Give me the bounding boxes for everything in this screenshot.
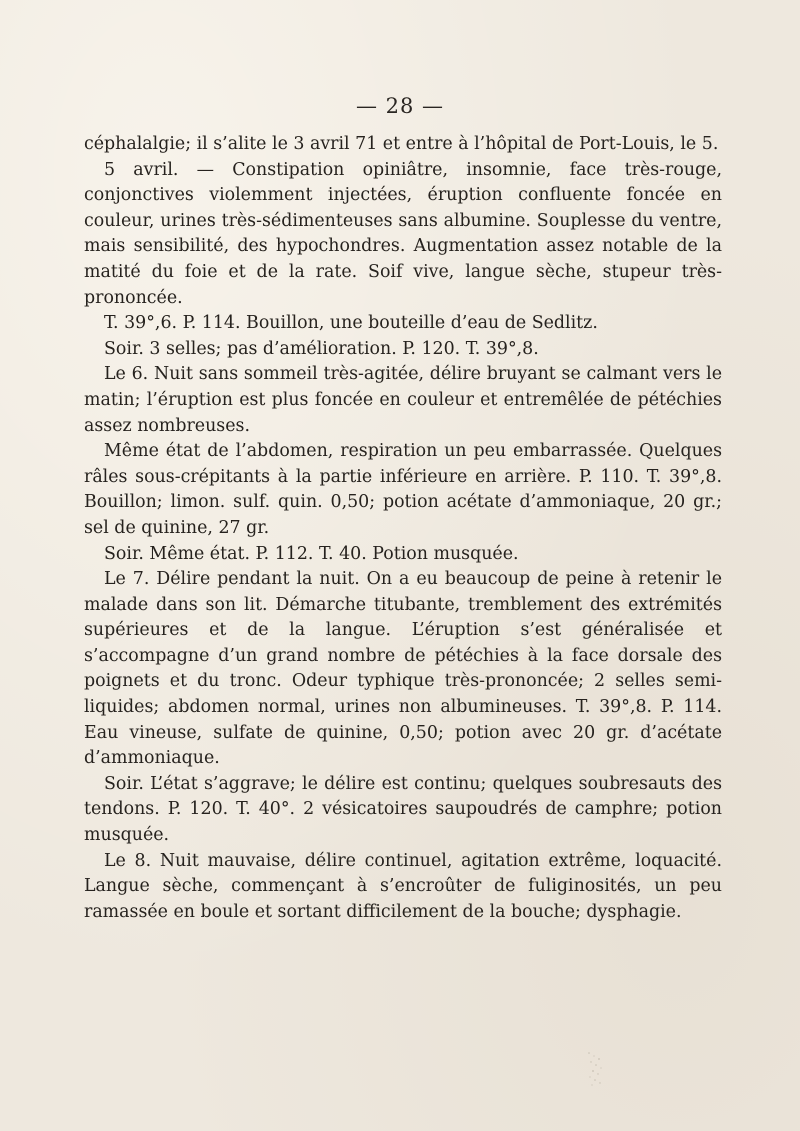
paper-stain-mark [585, 1050, 607, 1088]
paragraph-meme-etat-abdomen: Même état de l’abdomen, respiration un peu embarrassée. Quelques râles sous-crépitants à la partie inférieure en arrière. P. 110. T. 39°,8. Bouillon; limon. sulf. quin. 0,50; potion acétate d’ammoniaque, 20 gr.; sel de quinine, 27 gr. [84, 441, 722, 538]
paragraph-soir-5: Soir. 3 selles; pas d’amélioration. P. 120. T. 39°,8. [104, 338, 539, 359]
paragraph-le-7: Le 7. Délire pendant la nuit. On a eu beaucoup de peine à retenir le malade dans son lit. Démarche titubante, tremblement des extrémités supérieures et de la langue. L’éruption s’est généralisée et s’accompagne d’un grand nombre de pétéchies à la face dorsale des poignets et du tronc. Odeur typhique très-prononcée; 2 selles semi-liquides; abdomen normal, urines non albumineuses. T. 39°,8. P. 114. Eau vineuse, sulfate de quinine, 0,50; potion avec 20 gr. d’acétate d’ammoniaque. [84, 569, 722, 769]
paragraph-soir-6: Soir. Même état. P. 112. T. 40. Potion musquée. [104, 543, 519, 564]
paragraph-le-6: Le 6. Nuit sans sommeil très-agitée, délire bruyant se calmant vers le matin; l’éruption est plus foncée en couleur et entremêlée de pétéchies assez nombreuses. [84, 364, 722, 436]
paragraph-le-8: Le 8. Nuit mauvaise, délire continuel, agitation extrême, loquacité. Langue sèche, commençant à s’encroûter de fuliginosités, un peu ramassée en boule et sortant difficilement de la bouche; dysphagie. [84, 850, 722, 922]
paragraph-continuation: céphalalgie; il s’alite le 3 avril 71 et entre à l’hôpital de Port-Louis, le 5. [84, 134, 719, 154]
paragraph-soir-7: Soir. L’état s’aggrave; le délire est continu; quelques soubresauts des tendons. P. 120. T. 40°. 2 vésicatoires saupoudrés de camphre; potion musquée. [84, 773, 722, 846]
page-number: — 28 — [355, 94, 445, 118]
body-text [84, 132, 722, 925]
paragraph-5-avril: 5 avril. — Constipation opiniâtre, insomnie, face très-rouge, conjonctives violemment injectées, éruption confluente foncée en couleur, urines très-sédimenteuses sans albumine. Souplesse du ventre, mais sensibilité, des hypochondres. Augmentation assez notable de la matité du foie et de la rate. Soif vive, langue sèche, stupeur très-prononcée. [84, 159, 722, 308]
paragraph-temperature-5: T. 39°,6. P. 114. Bouillon, une bouteille d’eau de Sedlitz. [104, 313, 598, 334]
